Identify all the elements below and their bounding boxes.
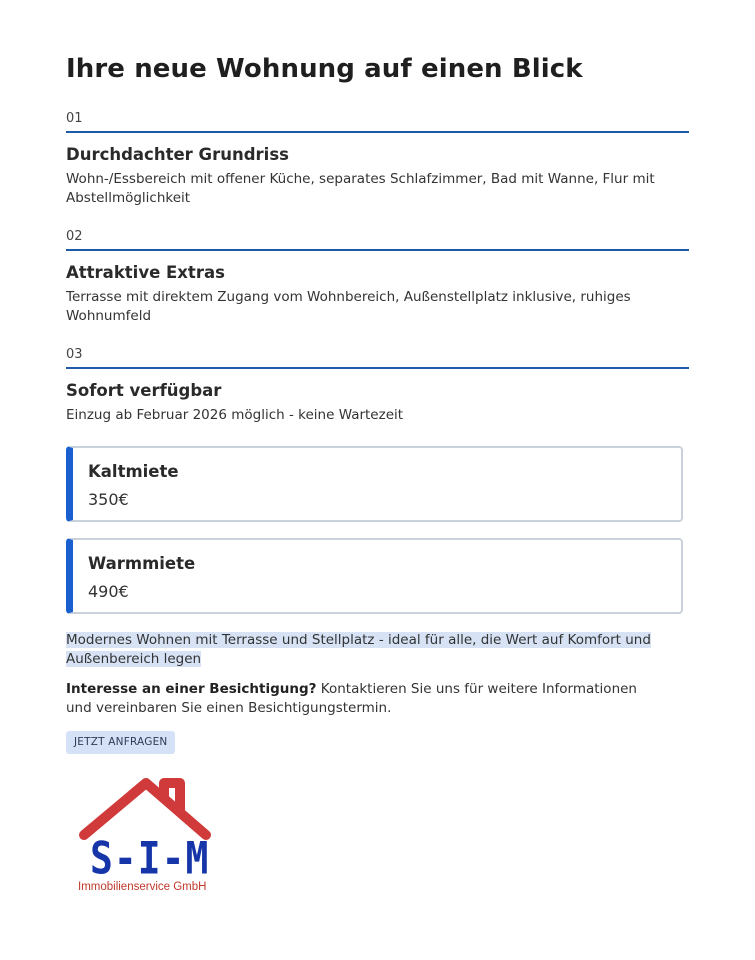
tagline-highlight: Modernes Wohnen mit Terrasse und Stellplatz - ideal für alle, die Wert auf Komfort und Außenbereich legen [66,632,651,667]
request-button[interactable]: JETZT ANFRAGEN [66,731,175,754]
feature-description: Einzug ab Februar 2026 möglich - keine Wartezeit [66,407,404,423]
logo-company-name: Immobilienservice GmbH [78,881,207,893]
feature-floorplan [66,111,689,208]
feature-title: Attraktive Extras [66,263,225,282]
feature-divider [66,249,689,251]
page-title: Ihre neue Wohnung auf einen Blick [66,54,583,84]
logo-letters: S-I-M [90,832,210,884]
price-value: 350€ [88,490,129,509]
feature-divider [66,367,689,369]
cta-bold: Interesse an einer Besichtigung? [66,681,317,697]
feature-number: 02 [66,229,83,244]
feature-description: Wohn-/Essbereich mit offener Küche, separates Schlafzimmer, Bad mit Wanne, Flur mit Abstellmöglichkeit [66,171,655,206]
company-logo [76,775,226,900]
feature-number: 01 [66,111,83,126]
price-label: Warmmiete [88,554,196,573]
cta-body: Kontaktieren Sie uns für weitere Informationen und vereinbaren Sie einen Besichtigungstermin. [66,681,637,716]
feature-title: Sofort verfügbar [66,381,222,400]
feature-description: Terrasse mit direktem Zugang vom Wohnbereich, Außenstellplatz inklusive, ruhiges Wohnumfeld [66,289,631,324]
cta-text [66,680,666,718]
feature-extras [66,229,689,326]
feature-availability [66,347,689,425]
tagline [66,631,676,669]
feature-number: 03 [66,347,83,362]
price-card-cold-rent [66,446,683,522]
feature-title: Durchdachter Grundriss [66,145,289,164]
price-label: Kaltmiete [88,462,179,481]
price-card-warm-rent [66,538,683,614]
price-value: 490€ [88,582,129,601]
feature-divider [66,131,689,133]
